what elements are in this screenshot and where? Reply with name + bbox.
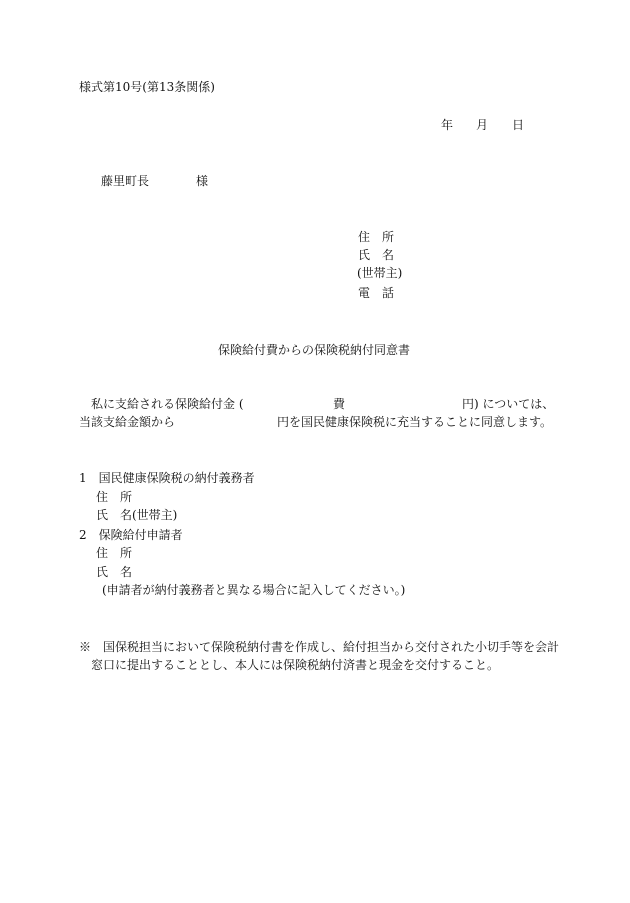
section2-name-label: 氏 名 — [96, 565, 133, 579]
body-line2-suffix: 円を国民健康保険税に充当することに同意します。 — [277, 415, 553, 429]
section1-address-label: 住 所 — [96, 490, 133, 504]
footnote-line2: 窓口に提出することとし、本人には保険税納付済書と現金を交付すること。 — [91, 658, 500, 672]
addressee-name: 藤里町長 — [101, 174, 150, 188]
document-title: 保険給付費からの保険税納付同意書 — [218, 343, 411, 357]
applicant-name-label: 氏 名 — [358, 248, 395, 262]
addressee-honorific: 様 — [196, 174, 209, 188]
section2-address-label: 住 所 — [96, 546, 133, 560]
applicant-address-label: 住 所 — [358, 230, 395, 244]
applicant-phone-label: 電 話 — [358, 286, 395, 300]
date-year: 年 — [441, 118, 454, 132]
section1-heading: 1 国民健康保険税の納付義務者 — [79, 471, 255, 485]
applicant-household-head-label: (世帯主) — [357, 266, 403, 280]
footnote-line1: ※ 国保税担当において保険税納付書を作成し、給付担当から交付された小切手等を会計 — [79, 640, 560, 654]
date-day: 日 — [512, 118, 525, 132]
section2-note: (申請者が納付義務者と異なる場合に記入してください。) — [102, 583, 406, 597]
body-line1-prefix: 私に支給される保険給付金 ( — [91, 397, 244, 411]
body-line1-fee: 費 — [333, 397, 346, 411]
section2-heading: 2 保険給付申請者 — [79, 528, 183, 542]
body-line2-prefix: 当該支給金額から — [79, 415, 176, 429]
form-number: 様式第10号(第13条関係) — [79, 80, 215, 94]
body-line1-suffix: 円) については、 — [462, 397, 555, 411]
section1-name-label: 氏 名(世帯主) — [96, 508, 178, 522]
date-month: 月 — [476, 118, 489, 132]
